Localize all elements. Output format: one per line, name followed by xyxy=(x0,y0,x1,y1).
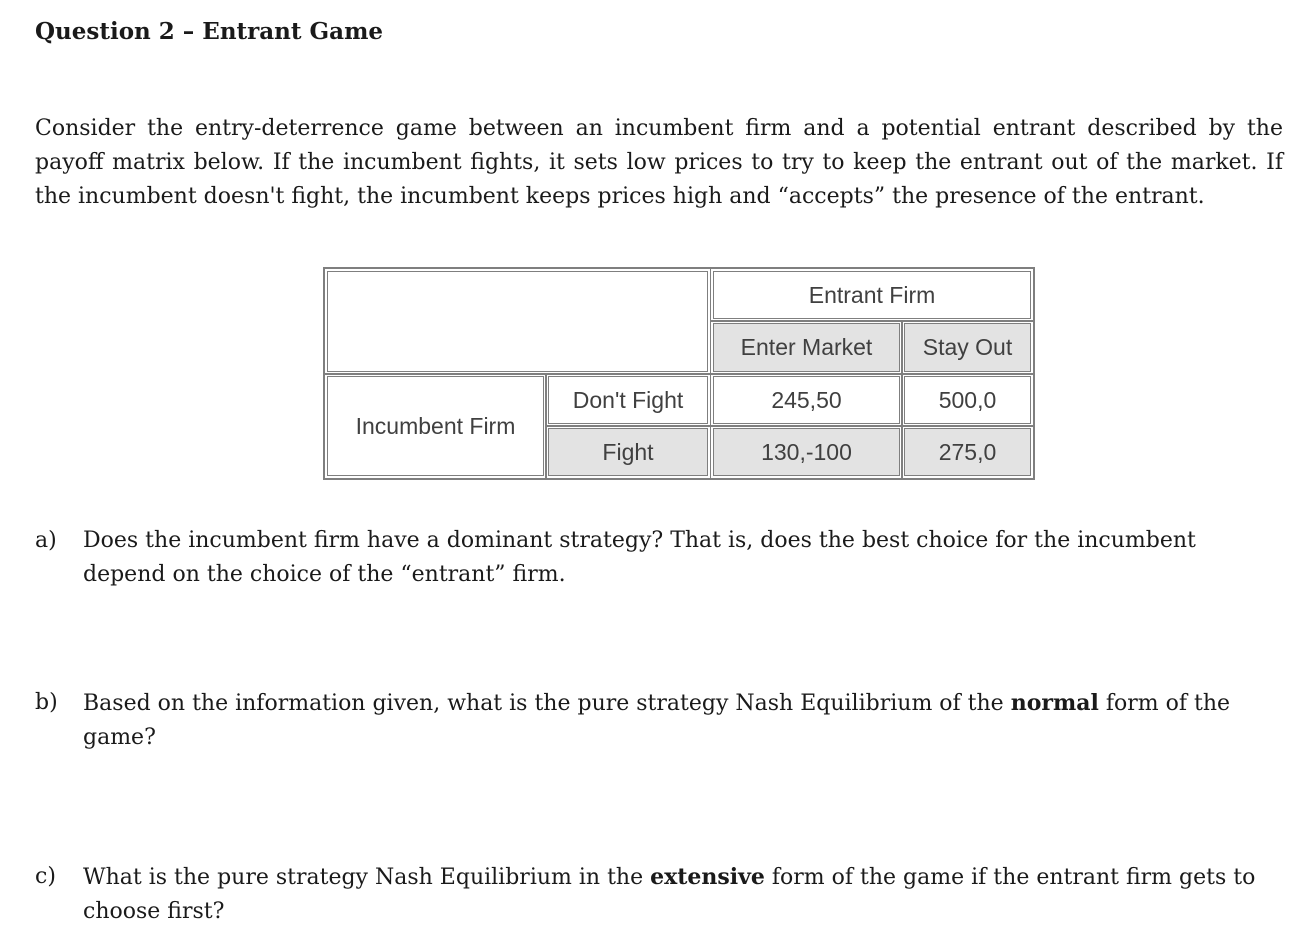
question-c xyxy=(35,860,1275,929)
row-strategy-dont-fight: Don't Fight xyxy=(548,376,708,424)
payoff-dontfight-stayout: 500,0 xyxy=(904,376,1031,424)
payoff-fight-stayout: 275,0 xyxy=(904,428,1031,476)
question-b-text xyxy=(83,686,1275,755)
question-b-letter: b) xyxy=(35,690,58,715)
question-a-letter: a) xyxy=(35,528,57,553)
payoff-fight-enter: 130,-100 xyxy=(713,428,900,476)
question-c-bold: extensive xyxy=(650,864,765,890)
row-player-label: Incumbent Firm xyxy=(327,376,544,476)
question-a-text: Does the incumbent firm have a dominant strategy? That is, does the best choice for the incumbent depend on the choice of the “entrant” firm. xyxy=(83,528,1196,587)
column-strategy-stay-out: Stay Out xyxy=(904,323,1031,372)
column-strategy-enter-market: Enter Market xyxy=(713,323,900,372)
matrix-empty-corner xyxy=(327,271,708,372)
column-player-label: Entrant Firm xyxy=(713,271,1031,319)
question-b-text-before: Based on the information given, what is the pure strategy Nash Equilibrium of the xyxy=(83,691,1011,716)
payoff-matrix xyxy=(323,267,1035,480)
row-strategy-fight: Fight xyxy=(548,428,708,476)
question-c-text-before: What is the pure strategy Nash Equilibrium in the xyxy=(83,865,651,890)
question-c-text xyxy=(83,860,1275,929)
payoff-dontfight-enter: 245,50 xyxy=(713,376,900,424)
intro-paragraph: Consider the entry-deterrence game between an incumbent firm and a potential entrant described by the payoff matrix below. If the incumbent fights, it sets low prices to try to keep the entrant out of the market. If the incumbent doesn't fight, the incumbent keeps prices high and “accepts” the presence of the entrant. xyxy=(35,116,1283,209)
question-heading: Question 2 – Entrant Game xyxy=(35,18,384,45)
question-b-text-after: form of the game? xyxy=(83,691,1231,750)
question-a xyxy=(35,524,1275,592)
question-c-letter: c) xyxy=(35,864,56,889)
question-b xyxy=(35,686,1275,755)
question-b-bold: normal xyxy=(1010,690,1099,716)
question-c-text-after: form of the game if the entrant firm gets to choose first? xyxy=(83,865,1256,924)
